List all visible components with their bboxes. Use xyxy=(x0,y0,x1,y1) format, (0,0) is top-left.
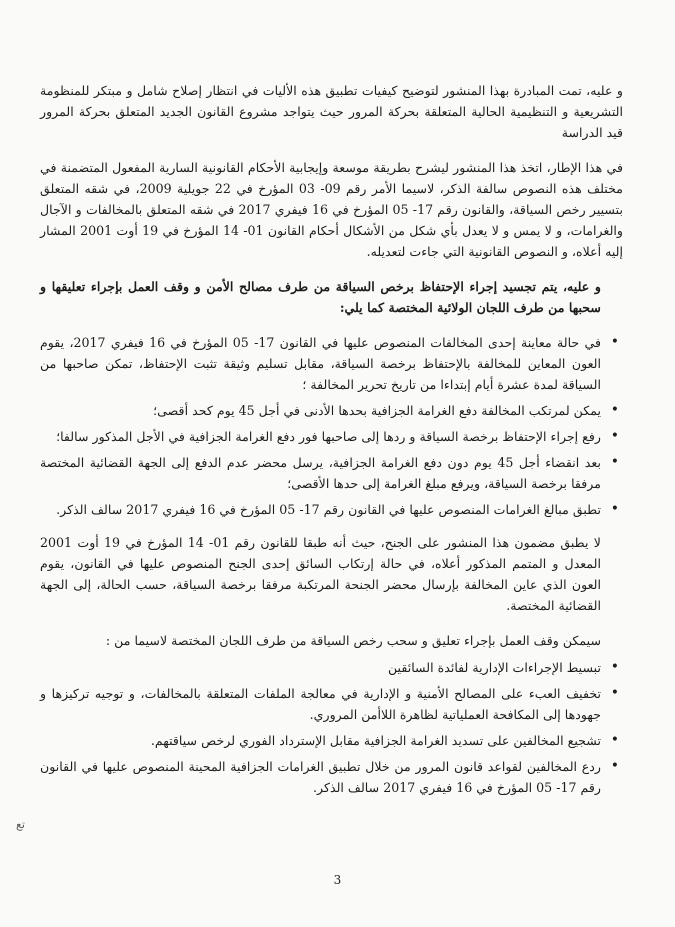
list-item: • تشجيع المخالفين على تسديد الغرامة الجزافية مقابل الإسترداد الفوري لرخص سياقتهم. xyxy=(40,730,601,751)
list-item: • يمكن لمرتكب المخالفة دفع الغرامة الجزافية بحدها الأدنى في أجل 45 يوم كحد أقصى؛ xyxy=(40,400,601,421)
list-item: • تبسيط الإجراءات الإدارية لفائدة السائقين xyxy=(40,657,601,678)
list-item: • في حالة معاينة إحدى المخالفات المنصوص عليها في القانون 17- 05 المؤرخ في 16 فيفري 2017، يقوم العون المعاين للمخالفة بالإحتفاظ برخصة السياقة، مقابل تسليم وثيقة تثبت الإحتفاظ، تمكن صاحبها من السياقة لمدة عشرة أيام إبتداءا من تاريخ تحرير المخالفة ؛ xyxy=(40,332,601,395)
benefits-list xyxy=(40,657,623,798)
list-item: • ردع المخالفين لقواعد قانون المرور من خلال تطبيق الغرامات الجزافية المحينة المنصوص عليها في القانون رقم 17- 05 المؤرخ في 16 فيفري 2017 سالف الذكر. xyxy=(40,756,601,798)
page-number: 3 xyxy=(333,873,342,887)
paragraph-framework: في هذا الإطار، اتخذ هذا المنشور ليشرح بطريقة موسعة وإيجابية الأحكام القانونية السارية المفعول المتضمنة في مختلف هذه النصوص سالفة الذكر، لاسيما الأمر رقم 09- 03 المؤرخ في 22 جويلية 2009، في شقه المتعلق بتسيير رخص السياقة، والقانون رقم 17- 05 المؤرخ في 16 فيفري 2017 في شقه المتعلق بالمخالفات و الآجال والغرامات، و لا يمس و لا يعدل بأي شكل من الأشكال أحكام القانون 01- 14 المؤرخ في 19 أوت 2001 المشار إليه أعلاه، و النصوص القانونية التي جاءت لتعديله. xyxy=(40,160,623,259)
margin-handwritten-mark: تع xyxy=(16,818,25,831)
paragraph-procedure: و عليه، يتم تجسيد إجراء الإحتفاظ برخص السياقة من طرف مصالح الأمن و وقف العمل بإجراء تعليقها و سحبها من طرف اللجان الولائية المختصة كما يلي: xyxy=(40,279,601,315)
list-item: • تطبق مبالغ الغرامات المنصوص عليها في القانون رقم 17- 05 المؤرخ في 16 فيفري 2017 سالف الذكر. xyxy=(40,499,601,520)
paragraph-intro: و عليه، تمت المبادرة بهذا المنشور لتوضيح كيفيات تطبيق هذه الأليات في انتظار إصلاح شامل و مبتكر للمنظومة التشريعية و التنظيمية الحالية المتعلقة بحركة المرور حيث يتواجد مشروع القانون الجديد المتعلق بحركة المرور قيد الدراسة xyxy=(40,83,623,140)
list-item: • بعد انقضاء أجل 45 يوم دون دفع الغرامة الجزافية، يرسل محضر عدم الدفع إلى الجهة القضائية المختصة مرفقا برخصة السياقة، ويرفع مبلغ الغرامة إلى حدها الأقصى؛ xyxy=(40,452,601,494)
procedure-list xyxy=(40,332,623,520)
document-body xyxy=(40,80,623,810)
paragraph-offenses: لا يطبق مضمون هذا المنشور على الجنح، حيث أنه طبقا للقانون رقم 01- 14 المؤرخ في 19 أوت 2001 المعدل و المتمم المذكور أعلاه، في حالة إرتكاب السائق إحدى الجنح المنصوص عليها في القانون، يقوم العون الذي عاين المخالفة بإرسال محضر الجنحة المرتكبة مرفقا برخصة السياقة، حسب الحالة، إلى الجهة القضائية المختصة. xyxy=(40,535,601,613)
list-item: • رفع إجراء الإحتفاظ برخصة السياقة و ردها إلى صاحبها فور دفع الغرامة الجزافية في الأجل المذكور سالفا؛ xyxy=(40,426,601,447)
list-item: • تخفيف العبء على المصالح الأمنية و الإدارية في معالجة الملفات المتعلقة بالمخالفات، و توجيه تركيزها و جهودها إلى المكافحة العملياتية لظاهرة اللاأمن المروري. xyxy=(40,683,601,725)
paragraph-benefits-intro: سيمكن وقف العمل بإجراء تعليق و سحب رخص السياقة من طرف اللجان المختصة لاسيما من : xyxy=(105,633,601,648)
